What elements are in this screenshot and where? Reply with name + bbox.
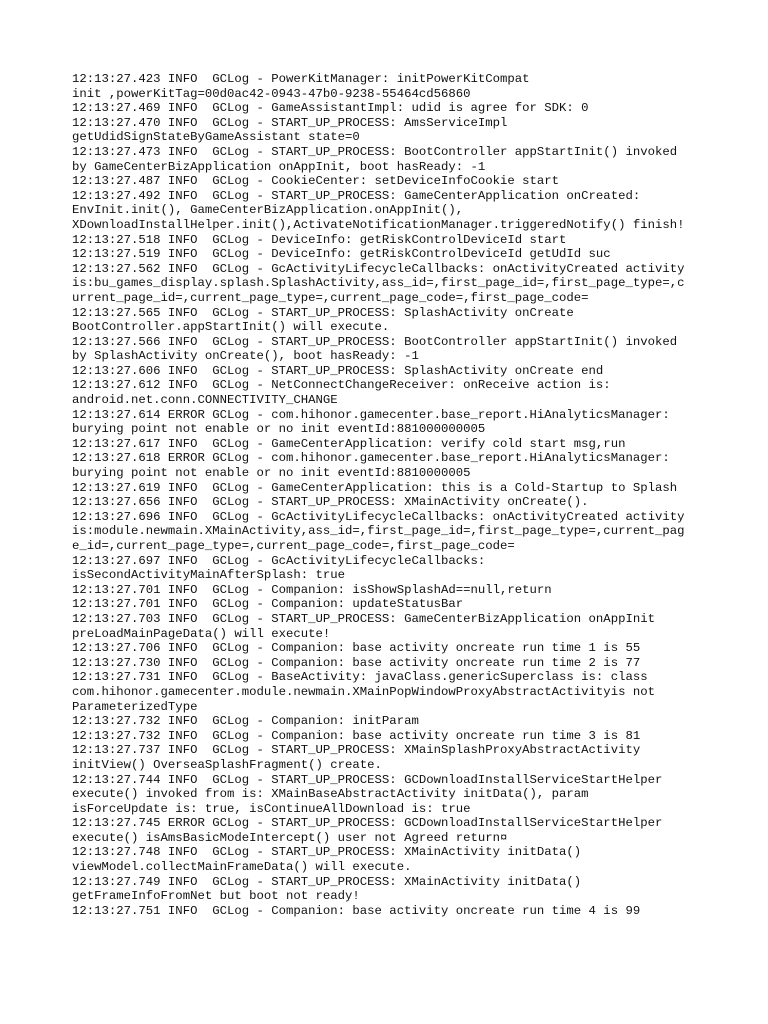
log-line: e_id=,current_page_type=,current_page_code=,first_page_code=	[72, 539, 515, 553]
log-line: burying point not enable or no init eventId:881000000005	[72, 422, 486, 437]
log-line: 12:13:27.744 INFO GCLog - START_UP_PROCESS: GCDownloadInstallServiceStartHelper	[72, 772, 663, 787]
log-line: 12:13:27.617 INFO GCLog - GameCenterApplication: verify cold start msg,run	[72, 436, 626, 451]
log-line: 12:13:27.565 INFO GCLog - START_UP_PROCESS: SplashActivity onCreate	[72, 305, 574, 320]
log-line: 12:13:27.751 INFO GCLog - Companion: base activity oncreate run time 4 is 99	[72, 903, 641, 918]
log-line: init ,powerKitTag=00d0ac42-0943-47b0-9238-55464cd56860	[72, 86, 471, 101]
log-line: 12:13:27.745 ERROR GCLog - START_UP_PROCESS: GCDownloadInstallServiceStartHelper	[72, 816, 663, 831]
log-line: 12:13:27.566 INFO GCLog - START_UP_PROCESS: BootController appStartInit() invoked	[72, 334, 678, 349]
log-line: by GameCenterBizApplication onAppInit, boot hasReady: -1	[72, 159, 486, 174]
log-line: BootController.appStartInit() will execute.	[72, 320, 390, 335]
log-line: 12:13:27.618 ERROR GCLog - com.hihonor.gamecenter.base_report.HiAnalyticsManager:	[72, 451, 670, 466]
log-line: 12:13:27.519 INFO GCLog - DeviceInfo: getRiskControlDeviceId getUdId suc	[72, 247, 611, 262]
log-line: getFrameInfoFromNet but boot not ready!	[72, 889, 360, 904]
log-line: preLoadMainPageData() will execute!	[72, 626, 331, 641]
log-line: execute() invoked from is: XMainBaseAbstractActivity initData(), param	[72, 787, 589, 802]
log-line: com.hihonor.gamecenter.module.newmain.XMainPopWindowProxyAbstractActivityis not	[72, 684, 655, 699]
log-line: 12:13:27.748 INFO GCLog - START_UP_PROCESS: XMainActivity initData()	[72, 845, 582, 860]
log-line: 12:13:27.518 INFO GCLog - DeviceInfo: getRiskControlDeviceId start	[72, 232, 567, 247]
log-line: 12:13:27.473 INFO GCLog - START_UP_PROCESS: BootController appStartInit() invoked	[72, 144, 678, 159]
log-line: android.net.conn.CONNECTIVITY_CHANGE	[72, 393, 338, 408]
log-line: 12:13:27.701 INFO GCLog - Companion: isShowSplashAd==null,return	[72, 582, 552, 597]
log-line: ParameterizedType	[72, 699, 198, 714]
log-line: 12:13:27.470 INFO GCLog - START_UP_PROCESS: AmsServiceImpl	[72, 115, 508, 130]
log-line: initView() OverseaSplashFragment() create.	[72, 757, 382, 772]
log-line: isForceUpdate is: true, isContinueAllDownload is: true	[72, 801, 471, 816]
log-line: 12:13:27.492 INFO GCLog - START_UP_PROCESS: GameCenterApplication onCreated:	[72, 188, 641, 203]
log-line: 12:13:27.697 INFO GCLog - GcActivityLifecycleCallbacks:	[72, 553, 486, 568]
log-line: 12:13:27.614 ERROR GCLog - com.hihonor.gamecenter.base_report.HiAnalyticsManager:	[72, 407, 670, 422]
log-line: 12:13:27.706 INFO GCLog - Companion: base activity oncreate run time 1 is 55	[72, 641, 641, 656]
log-line: 12:13:27.731 INFO GCLog - BaseActivity: javaClass.genericSuperclass is: class	[72, 670, 648, 685]
log-line: 12:13:27.606 INFO GCLog - START_UP_PROCESS: SplashActivity onCreate end	[72, 363, 604, 378]
log-line: 12:13:27.612 INFO GCLog - NetConnectChangeReceiver: onReceive action is:	[72, 378, 611, 393]
log-line: 12:13:27.737 INFO GCLog - START_UP_PROCESS: XMainSplashProxyAbstractActivity	[72, 743, 641, 758]
log-line: 12:13:27.732 INFO GCLog - Companion: initParam	[72, 714, 419, 729]
log-line: 12:13:27.701 INFO GCLog - Companion: updateStatusBar	[72, 597, 464, 612]
log-line: 12:13:27.487 INFO GCLog - CookieCenter: setDeviceInfoCookie start	[72, 174, 560, 189]
log-line: execute() isAmsBasicModeIntercept() user not Agreed return¤	[72, 830, 508, 845]
log-line: 12:13:27.469 INFO GCLog - GameAssistantImpl: udid is agree for SDK: 0	[72, 101, 589, 116]
log-line: is:bu_games_display.splash.SplashActivity,ass_id=,first_page_id=,first_page_type=,c	[72, 276, 685, 291]
log-line: 12:13:27.696 INFO GCLog - GcActivityLifecycleCallbacks: onActivityCreated activity	[72, 509, 685, 524]
log-line: 12:13:27.730 INFO GCLog - Companion: base activity oncreate run time 2 is 77	[72, 655, 641, 670]
log-line: XDownloadInstallHelper.init(),ActivateNotificationManager.triggeredNotify() finish!	[72, 217, 685, 232]
log-line: viewModel.collectMainFrameData() will execute.	[72, 860, 412, 875]
log-line: 12:13:27.562 INFO GCLog - GcActivityLifecycleCallbacks: onActivityCreated activity	[72, 261, 685, 276]
log-line: 12:13:27.656 INFO GCLog - START_UP_PROCESS: XMainActivity onCreate().	[72, 495, 589, 510]
log-line: 12:13:27.423 INFO GCLog - PowerKitManager: initPowerKitCompat	[72, 72, 530, 86]
log-document	[72, 72, 702, 918]
log-line: isSecondActivityMainAfterSplash: true	[72, 568, 346, 583]
log-line: 12:13:27.749 INFO GCLog - START_UP_PROCESS: XMainActivity initData()	[72, 874, 582, 889]
log-line: 12:13:27.703 INFO GCLog - START_UP_PROCESS: GameCenterBizApplication onAppInit	[72, 611, 655, 626]
log-line: getUdidSignStateByGameAssistant state=0	[72, 130, 360, 145]
log-line: by SplashActivity onCreate(), boot hasReady: -1	[72, 349, 419, 364]
log-line: urrent_page_id=,current_page_type=,current_page_code=,first_page_code=	[72, 290, 589, 305]
log-line: burying point not enable or no init eventId:8810000005	[72, 466, 471, 481]
log-line: is:module.newmain.XMainActivity,ass_id=,first_page_id=,first_page_type=,current_pag	[72, 524, 685, 539]
log-line: 12:13:27.619 INFO GCLog - GameCenterApplication: this is a Cold-Startup to Splash	[72, 480, 678, 495]
log-line: 12:13:27.732 INFO GCLog - Companion: base activity oncreate run time 3 is 81	[72, 728, 641, 743]
log-line: EnvInit.init(), GameCenterBizApplication.onAppInit(),	[72, 203, 464, 218]
